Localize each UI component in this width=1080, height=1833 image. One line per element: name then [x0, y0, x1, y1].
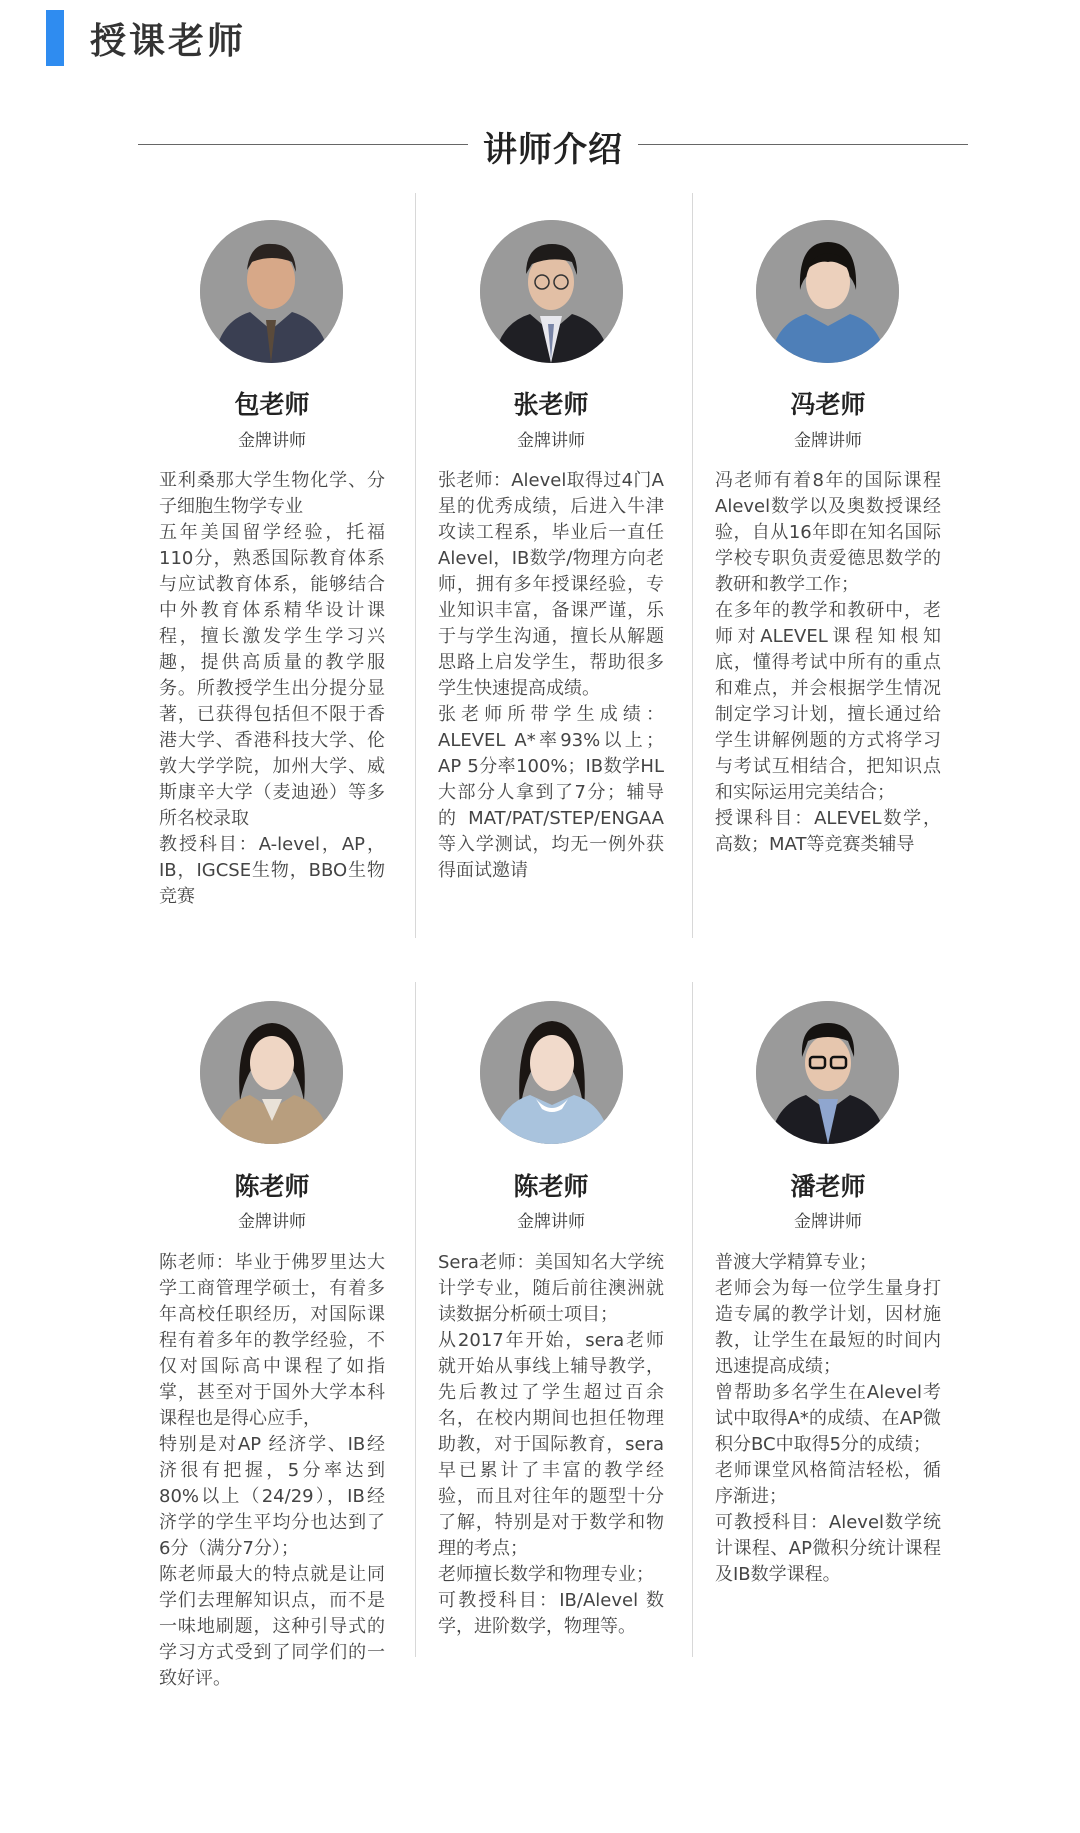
bio-paragraph: 陈老师：毕业于佛罗里达大学工商管理学硕士，有着多年高校任职经历，对国际课程有着多年的教学经验，不仅对国际高中课程了如指掌，甚至对于国外大学本科课程也是得心应手，: [159, 1252, 385, 1429]
bio-paragraph: 在多年的教学和教研中，老师对ALEVEL课程知根知底，懂得考试中所有的重点和难点，并会根据学生情况制定学习计划，擅长通过给学生讲解例题的方式将学习与考试互相结合，把知识点和实际运用完美结合；: [715, 600, 941, 803]
teacher-bio: [159, 1250, 385, 1692]
teacher-avatar: [756, 1001, 899, 1144]
bio-paragraph: 授课科目：ALEVEL数学，高数；MAT等竞赛类辅导: [715, 808, 941, 855]
column-divider: [692, 982, 693, 1657]
bio-paragraph: 陈老师最大的特点就是让同学们去理解知识点，而不是一味地刷题，这种引导式的学习方式受到了同学们的一致好评。: [159, 1564, 385, 1689]
teacher-name: 张老师: [513, 390, 589, 419]
bio-paragraph: 亚利桑那大学生物化学、分子细胞生物学专业: [159, 470, 385, 517]
bio-paragraph: 教授科目：A-level，AP，IB，IGCSE生物，BBO生物竞赛: [159, 834, 385, 907]
divider-left: [138, 144, 468, 145]
teacher-avatar: [200, 1001, 343, 1144]
bio-paragraph: 从2017年开始，sera老师就开始从事线上辅导教学，先后教过了学生超过百余名，在校内期间也担任物理助教，对于国际教育，sera早已累计了丰富的教学经验，而且对往年的题型十分了解，特别是对于数学和物理的考点；: [438, 1330, 664, 1559]
teacher-title: 金牌讲师: [238, 1212, 306, 1232]
column-divider: [692, 193, 693, 938]
teacher-bio: [438, 1250, 664, 1640]
teacher-title: 金牌讲师: [517, 1212, 585, 1232]
bio-paragraph: 五年美国留学经验，托福110分，熟悉国际教育体系与应试教育体系，能够结合中外教育体系精华设计课程，擅长激发学生学习兴趣，提供高质量的教学服务。所教授学生出分提分显著，已获得包括但不限于香港大学、香港科技大学、伦敦大学学院，加州大学、威斯康辛大学（麦迪逊）等多所名校录取: [159, 522, 385, 829]
teacher-title: 金牌讲师: [517, 431, 585, 451]
teacher-bio: [159, 468, 385, 910]
bio-paragraph: 可教授科目：IB/Alevel 数学，进阶数学，物理等。: [438, 1590, 664, 1637]
bio-paragraph: 冯老师有着8年的国际课程Alevel数学以及奥数授课经验，自从16年即在知名国际学校专职负责爱德思数学的教研和教学工作；: [715, 470, 941, 595]
teacher-name: 包老师: [234, 390, 310, 419]
teacher-avatar: [480, 220, 623, 363]
teacher-avatar: [200, 220, 343, 363]
teacher-name: 陈老师: [234, 1172, 310, 1201]
teacher-avatar: [480, 1001, 623, 1144]
divider-right: [638, 144, 968, 145]
teacher-name: 冯老师: [790, 390, 866, 419]
section-title: 讲师介绍: [483, 130, 623, 170]
teacher-title: 金牌讲师: [794, 431, 862, 451]
page-title: 授课老师: [90, 20, 247, 62]
teacher-bio: [715, 1250, 941, 1588]
column-divider: [415, 982, 416, 1657]
accent-bar: [46, 10, 64, 66]
teacher-bio: [438, 468, 664, 884]
section-heading: [0, 118, 1080, 174]
page-header: [46, 10, 246, 66]
teacher-name: 潘老师: [790, 1172, 866, 1201]
teacher-title: 金牌讲师: [238, 431, 306, 451]
teacher-avatar: [756, 220, 899, 363]
bio-paragraph: 老师擅长数学和物理专业；: [438, 1564, 654, 1585]
bio-paragraph: 普渡大学精算专业；: [715, 1252, 877, 1273]
bio-paragraph: 老师课堂风格简洁轻松，循序渐进；: [715, 1460, 941, 1507]
bio-paragraph: 老师会为每一位学生量身打造专属的教学计划，因材施教，让学生在最短的时间内迅速提高成绩；: [715, 1278, 941, 1377]
teacher-title: 金牌讲师: [794, 1212, 862, 1232]
teacher-name: 陈老师: [513, 1172, 589, 1201]
bio-paragraph: 张老师所带学生成绩：ALEVEL A*率93%以上；AP 5分率100%；IB数学HL大部分人拿到了7分；辅导的MAT/PAT/STEP/ENGAA等入学测试，均无一例外获得面试邀请: [438, 704, 664, 881]
bio-paragraph: 张老师：Alevel取得过4门A星的优秀成绩，后进入牛津攻读工程系，毕业后一直任Alevel，IB数学/物理方向老师，拥有多年授课经验，专业知识丰富，备课严谨，乐于与学生沟通，擅长从解题思路上启发学生，帮助很多学生快速提高成绩。: [438, 470, 664, 699]
bio-paragraph: 曾帮助多名学生在Alevel考试中取得A*的成绩、在AP微积分BC中取得5分的成绩；: [715, 1382, 941, 1455]
column-divider: [415, 193, 416, 938]
bio-paragraph: 特别是对AP 经济学、IB经济很有把握，5分率达到80%以上（24/29），IB经济学的学生平均分也达到了6分（满分7分）；: [159, 1434, 385, 1559]
teacher-bio: [715, 468, 941, 858]
bio-paragraph: Sera老师：美国知名大学统计学专业，随后前往澳洲就读数据分析硕士项目；: [438, 1252, 664, 1325]
bio-paragraph: 可教授科目：Alevel数学统计课程、AP微积分统计课程及IB数学课程。: [715, 1512, 941, 1585]
